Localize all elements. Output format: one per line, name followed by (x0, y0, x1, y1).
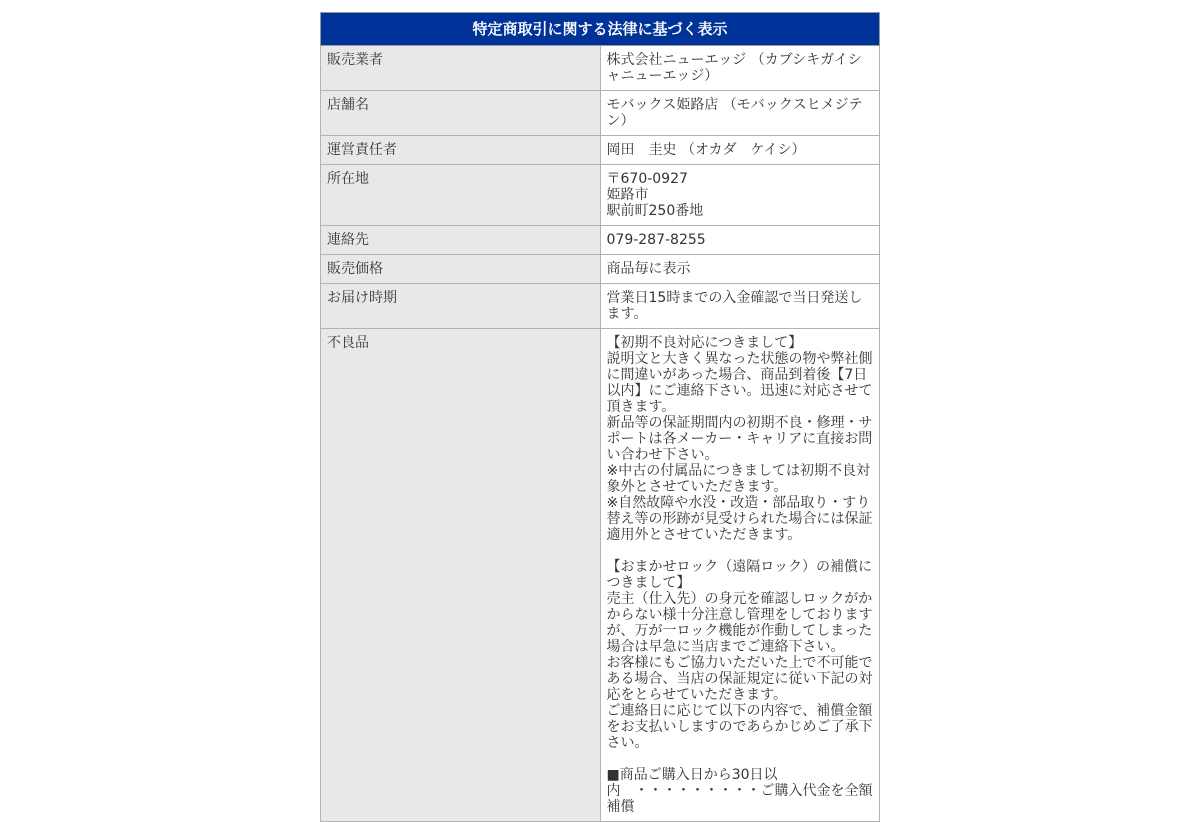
row-value (600, 91, 880, 136)
row-label: 所在地 (321, 165, 601, 226)
row-value-line: ■商品ご購入日から30日以内 ・・・・・・・・・ご購入代金を全額補償 (606, 767, 873, 815)
row-value-line: 商品毎に表示 (606, 261, 691, 277)
row-label: 不良品 (321, 329, 601, 822)
table-row (321, 165, 880, 226)
row-value-line: 【初期不良対応につきまして】 (606, 335, 803, 351)
law-disclosure (320, 12, 880, 822)
row-label: 運営責任者 (321, 136, 601, 165)
table-row (321, 46, 880, 91)
table-title: 特定商取引に関する法律に基づく表示 (321, 13, 880, 46)
row-value (600, 136, 880, 165)
row-value (600, 329, 880, 822)
law-disclosure-table (320, 12, 880, 822)
table-row (321, 226, 880, 255)
row-value-line: 〒670-0927 (606, 171, 688, 187)
row-value-line: 姫路市 (606, 187, 649, 203)
table-row (321, 91, 880, 136)
row-value-line: 売主（仕入先）の身元を確認しロックがかからない様十分注意し管理をしておりますが、万が一ロック機能が作動してしまった場合は早急に当店までご連絡下さい。 (606, 591, 873, 655)
row-value-line: 【おまかせロック（遠隔ロック）の補償につきまして】 (606, 559, 872, 591)
row-value-line (607, 751, 874, 767)
row-label: 連絡先 (321, 226, 601, 255)
row-label: 販売業者 (321, 46, 601, 91)
row-value-line: 株式会社ニューエッジ （カブシキガイシャニューエッジ） (606, 52, 862, 84)
table-header-row (321, 13, 880, 46)
row-value-line: ※自然故障や水没・改造・部品取り・すり替え等の形跡が見受けられた場合には保証適用外とさせていただきます。 (606, 495, 873, 543)
row-value-line: 新品等の保証期間内の初期不良・修理・サポートは各メーカー・キャリアに直接お問い合わせ下さい。 (606, 415, 873, 463)
row-value (600, 46, 880, 91)
row-value-line: お客様にもご協力いただいた上で不可能である場合、当店の保証規定に従い下記の対応をとらせていただきます。 (606, 655, 873, 703)
row-value (600, 165, 880, 226)
row-value-line: ご連絡日に応じて以下の内容で、補償金額をお支払いしますのであらかじめご了承下さい。 (606, 703, 873, 751)
table-row (321, 136, 880, 165)
row-value-line: ※中古の付属品につきましては初期不良対象外とさせていただきます。 (606, 463, 870, 495)
row-value (600, 255, 880, 284)
table-row (321, 284, 880, 329)
row-label: 販売価格 (321, 255, 601, 284)
row-value-line: 駅前町250番地 (606, 203, 704, 219)
row-value (600, 284, 880, 329)
table-body (321, 46, 880, 822)
row-value-line: 営業日15時までの入金確認で当日発送します。 (606, 290, 863, 322)
row-label: お届け時期 (321, 284, 601, 329)
table-row (321, 329, 880, 822)
table-row (321, 255, 880, 284)
row-value-line: 岡田 圭史 （オカダ ケイシ） (606, 142, 806, 158)
row-value-line: モバックス姫路店 （モバックスヒメジテン） (606, 97, 863, 129)
row-value-line: 説明文と大きく異なった状態の物や弊社側に間違いがあった場合、商品到着後【7日以内】にご連絡下さい。迅速に対応させて頂きます。 (606, 351, 873, 415)
row-value (600, 226, 880, 255)
row-label: 店舗名 (321, 91, 601, 136)
row-value-line: 079-287-8255 (606, 232, 706, 248)
row-value-line (607, 543, 874, 559)
